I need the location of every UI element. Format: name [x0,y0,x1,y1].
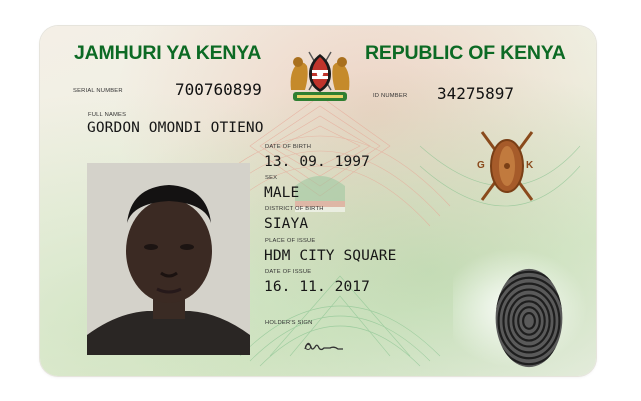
district-of-birth: SIAYA [264,216,309,232]
district-label: DISTRICT OF BIRTH [265,206,324,212]
date-of-birth: 13. 09. 1997 [264,154,370,170]
holders-sign-label: HOLDER'S SIGN [265,320,313,326]
coat-of-arms-icon [285,46,355,104]
signature-icon [302,337,346,355]
dob-label: DATE OF BIRTH [265,144,312,150]
date-of-issue: 16. 11. 2017 [264,279,370,295]
thumbprint-icon [489,264,569,372]
place-of-issue-label: PLACE OF ISSUE [265,238,316,244]
sex: MALE [264,185,300,201]
title-swahili: JAMHURI YA KENYA [74,42,262,64]
full-names: GORDON OMONDI OTIENO [87,120,264,136]
serial-number-label: SERIAL NUMBER [73,88,123,94]
holder-photo [87,163,250,355]
portrait-image [87,163,250,355]
serial-number: 700760899 [175,80,262,99]
full-names-label: FULL NAMES [88,112,127,118]
id-number: 34275897 [437,84,515,103]
gk-letter-g: G [477,160,485,171]
title-english: REPUBLIC OF KENYA [365,42,566,64]
id-card [40,26,596,376]
place-of-issue: HDM CITY SQUARE [264,248,397,264]
date-of-issue-label: DATE OF ISSUE [265,269,312,275]
id-number-label: ID NUMBER [373,93,408,99]
sex-label: SEX [265,175,278,181]
gk-letter-k: K [526,160,534,171]
